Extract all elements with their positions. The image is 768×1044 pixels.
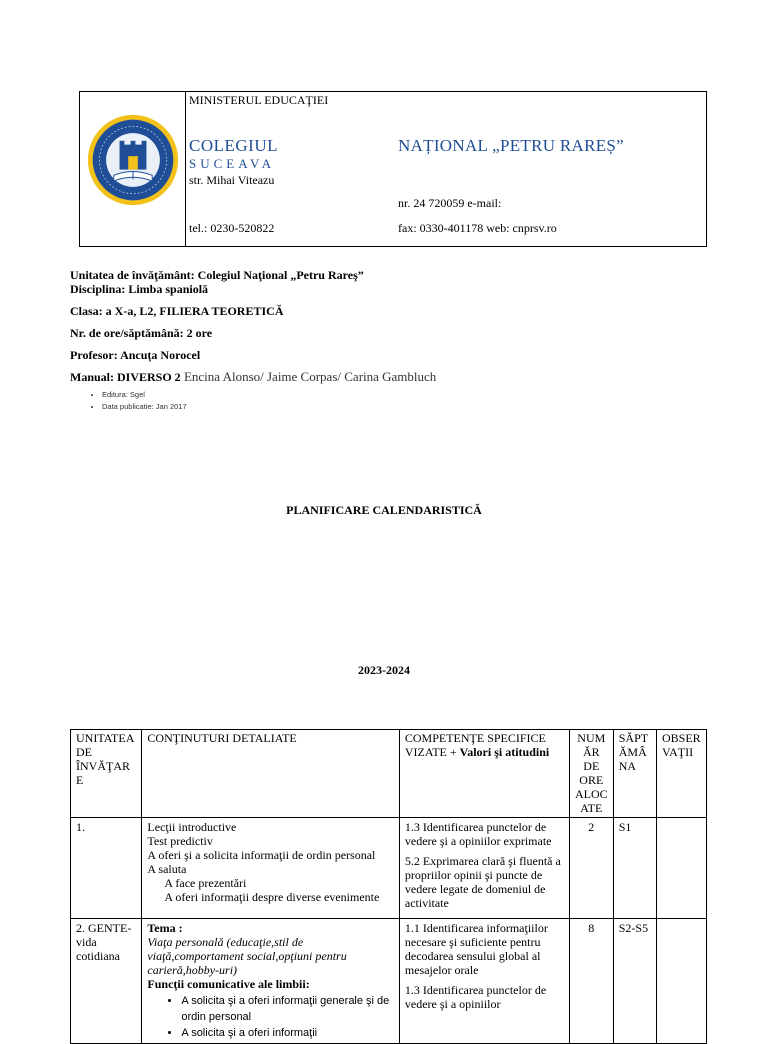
table-header-row — [71, 730, 707, 818]
list-item: • Editura: Sgel — [102, 390, 187, 399]
list-item: • A solicita şi a oferi informaţii — [181, 1025, 393, 1041]
row1-competences — [399, 818, 569, 919]
header-unit: UNITATEA DE ÎNVĂŢAR E — [71, 730, 142, 818]
info-class: Clasa: a X-a, L2, FILIERA TEORETICĂ — [70, 304, 284, 318]
header-competence-values: Valori şi atitudini — [459, 745, 550, 759]
row2-functions-label: Funcţii comunicative ale limbii: — [147, 977, 310, 991]
manual-authors: Encina Alonso/ Jaime Corpas/ Carina Gambluch — [180, 369, 437, 384]
row1-content-line: A oferi şi a solicita informaţii de ordin personal — [147, 848, 376, 862]
school-name-right: NAȚIONAL „PETRU RAREȘ” — [398, 136, 625, 155]
school-year: 2023-2024 — [358, 663, 410, 677]
row2-week: S2-S5 — [613, 919, 656, 1044]
document-title: PLANIFICARE CALENDARISTICĂ — [286, 503, 482, 517]
school-name-left: COLEGIUL — [189, 136, 278, 155]
school-logo-emblem — [85, 112, 181, 208]
row2-hours: 8 — [569, 919, 613, 1044]
row1-unit: 1. — [71, 818, 142, 919]
row1-content-line: Lecţii introductive — [147, 820, 237, 834]
row1-competence: 5.2 Exprimarea clară şi fluentă a propriilor opinii şi puncte de vedere legate de domeniul de activitate — [404, 854, 561, 910]
row1-hours: 2 — [569, 818, 613, 919]
manual-details-list — [90, 390, 187, 414]
row2-unit: 2. GENTE-vida cotidiana — [71, 919, 142, 1044]
header-observations: OBSER VAŢII — [656, 730, 706, 818]
school-header-box — [79, 91, 707, 247]
info-teacher: Profesor: Ancuţa Norocel — [70, 348, 201, 362]
school-fax-web: fax: 0330-401178 web: cnprsv.ro — [398, 221, 557, 235]
row2-competence: 1.1 Identificarea informaţiilor necesare şi suficiente pentru decodarea sensului global al mesajelor orale — [404, 921, 548, 977]
manual-label: Manual: DIVERSO 2 — [70, 370, 181, 384]
list-item: • Data publicatie: Jan 2017 — [102, 402, 187, 411]
row1-content-line: A saluta — [147, 862, 187, 876]
row2-competence: 1.3 Identificarea punctelor de vedere şi a opiniilor — [404, 983, 547, 1011]
school-phone: tel.: 0230-520822 — [189, 221, 275, 235]
info-manual — [70, 369, 436, 385]
row1-content-subline: A face prezentări — [164, 876, 247, 890]
table-row — [71, 919, 707, 1044]
row2-content — [142, 919, 399, 1044]
row2-competences — [399, 919, 569, 1044]
row2-observations — [656, 919, 706, 1044]
table-row — [71, 818, 707, 919]
header-competence-text: COMPETENŢE SPECIFICE VIZATE + — [404, 731, 546, 759]
header-competence — [399, 730, 569, 818]
header-content: CONŢINUTURI DETALIATE — [142, 730, 399, 818]
list-item: • A solicita şi a oferi informaţii generale şi de ordin personal — [181, 993, 393, 1025]
row1-content-subline: A oferi informaţii despre diverse evenimente — [164, 890, 380, 904]
row1-content-line: Test predictiv — [147, 834, 213, 848]
row1-week: S1 — [613, 818, 656, 919]
planning-table — [70, 729, 707, 1044]
row2-functions-list — [147, 993, 393, 1041]
row2-theme-text: Viaţa personală (educaţie,stil de viaţă,comportament social,opţiuni pentru carieră,hobby-uri) — [147, 935, 347, 977]
row1-content — [142, 818, 399, 919]
info-discipline: Disciplina: Limba spaniolă — [70, 282, 209, 296]
school-number-email: nr. 24 720059 e-mail: — [398, 196, 502, 210]
info-unit: Unitatea de învăţământ: Colegiul Naţional „Petru Rareş” — [70, 268, 364, 282]
row2-theme-label: Tema : — [147, 921, 183, 935]
row1-observations — [656, 818, 706, 919]
header-hours: NUM ĂR DE ORE ALOC ATE — [569, 730, 613, 818]
ministry-name: MINISTERUL EDUCAŢIEI — [189, 93, 329, 107]
school-street: str. Mihai Viteazu — [189, 173, 275, 187]
info-hours: Nr. de ore/săptămână: 2 ore — [70, 326, 213, 340]
row1-competence: 1.3 Identificarea punctelor de vedere şi a opiniilor exprimate — [404, 820, 552, 848]
header-week: SĂPT ĂMÂ NA — [613, 730, 656, 818]
school-city: SUCEAVA — [189, 156, 276, 171]
header-divider — [185, 92, 186, 246]
